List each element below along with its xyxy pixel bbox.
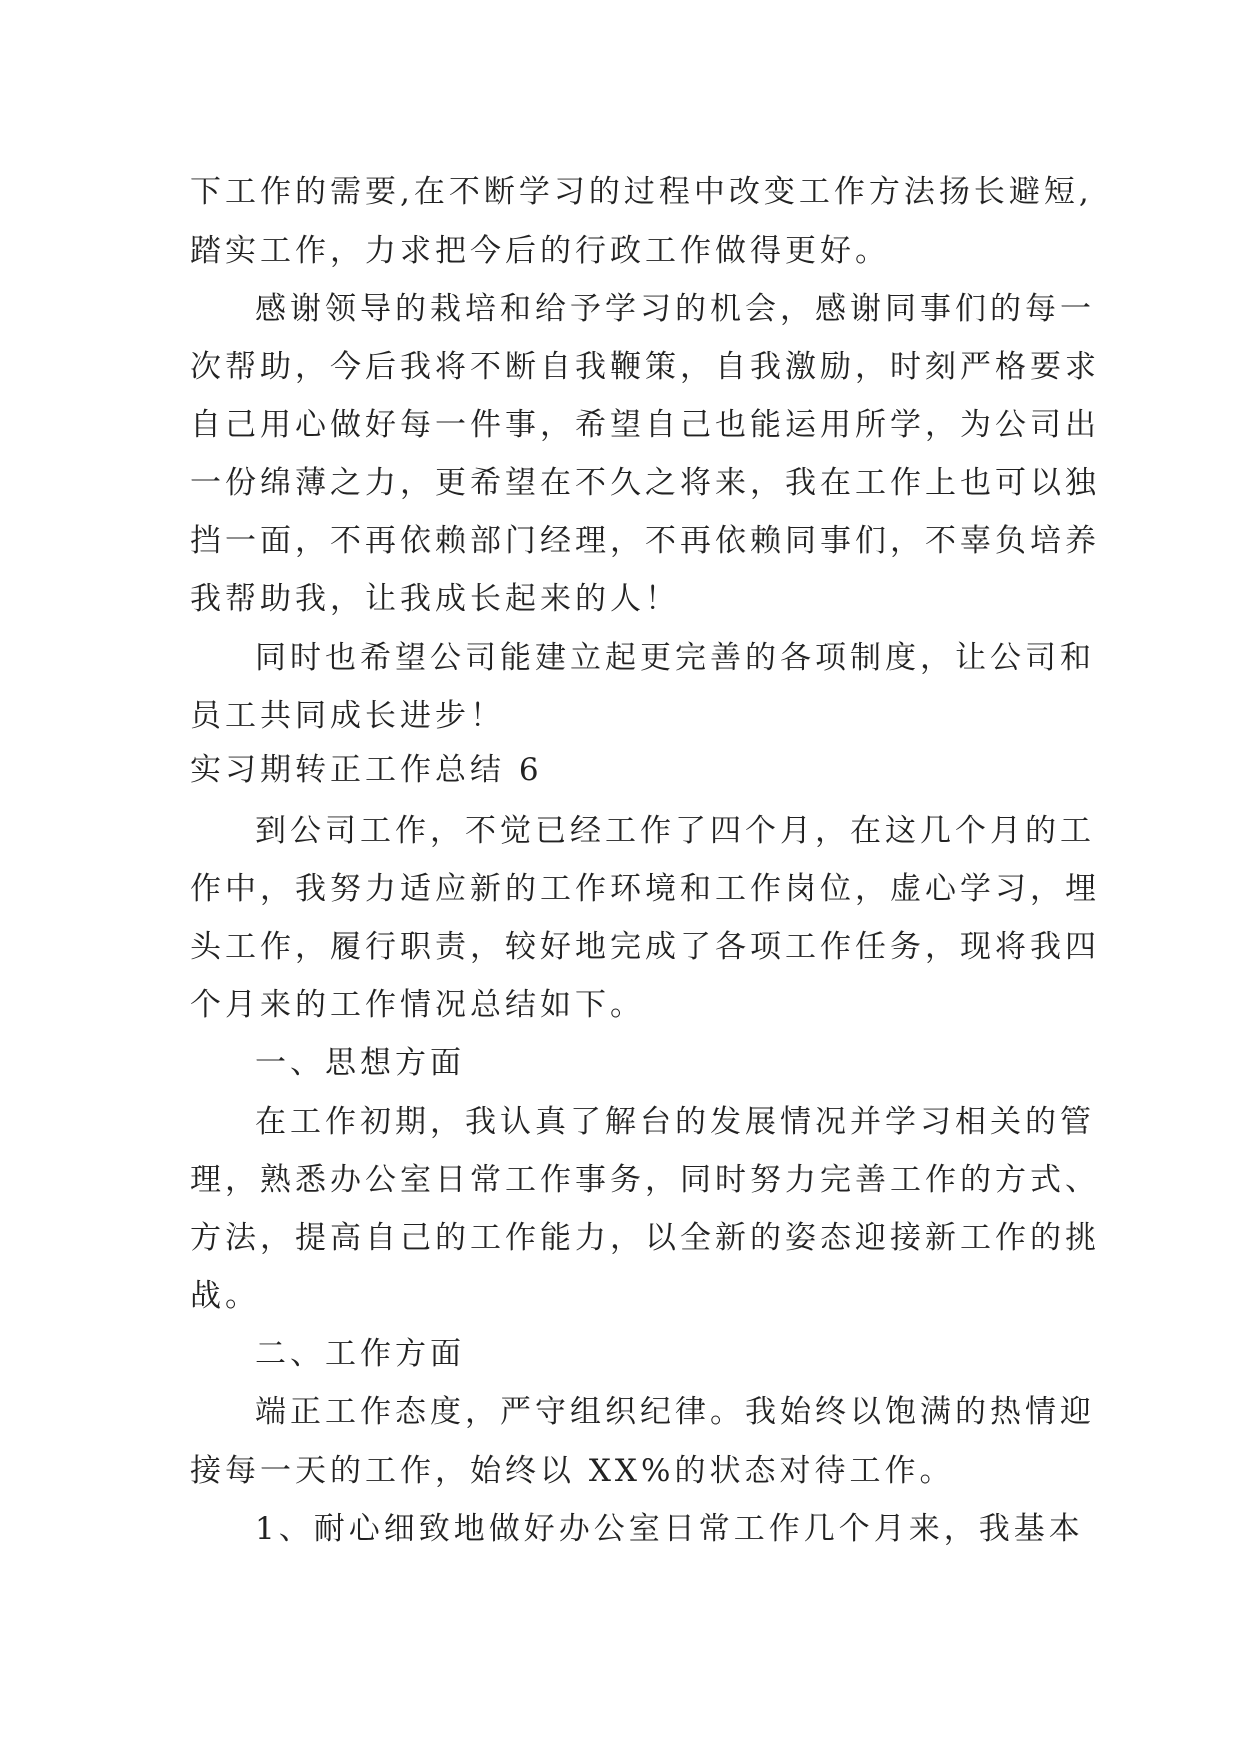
text-line: 接每一天的工作，始终以 XX%的状态对待工作。 <box>190 1453 955 1489</box>
text-line: 次帮助，今后我将不断自我鞭策，自我激励，时刻严格要求 <box>190 349 1100 385</box>
text-line: 感谢领导的栽培和给予学习的机会，感谢同事们的每一 <box>255 291 1095 327</box>
text-line: 方法，提高自己的工作能力，以全新的姿态迎接新工作的挑 <box>190 1220 1100 1256</box>
text-line: 在工作初期，我认真了解台的发展情况并学习相关的管 <box>255 1104 1095 1140</box>
text-line: 同时也希望公司能建立起更完善的各项制度，让公司和 <box>255 640 1095 676</box>
section-title: 实习期转正工作总结 6 <box>190 752 543 788</box>
subheading: 二、工作方面 <box>255 1336 465 1372</box>
text-line: 踏实工作，力求把今后的行政工作做得更好。 <box>190 233 890 269</box>
text-line: 作中，我努力适应新的工作环境和工作岗位，虚心学习，埋 <box>190 871 1100 907</box>
text-line: 到公司工作，不觉已经工作了四个月，在这几个月的工 <box>255 813 1095 849</box>
text-line: 头工作，履行职责，较好地完成了各项工作任务，现将我四 <box>190 929 1100 965</box>
text-line: 1、耐心细致地做好办公室日常工作几个月来，我基本 <box>255 1511 1084 1547</box>
text-line: 端正工作态度，严守组织纪律。我始终以饱满的热情迎 <box>255 1394 1095 1430</box>
text-line: 战。 <box>190 1278 260 1314</box>
text-line: 个月来的工作情况总结如下。 <box>190 987 645 1023</box>
text-line: 挡一面，不再依赖部门经理，不再依赖同事们，不辜负培养 <box>190 523 1100 559</box>
text-line: 理，熟悉办公室日常工作事务，同时努力完善工作的方式、 <box>190 1162 1100 1198</box>
text-line: 一份绵薄之力，更希望在不久之将来，我在工作上也可以独 <box>190 465 1100 501</box>
text-line: 下工作的需要,在不断学习的过程中改变工作方法扬长避短, <box>190 174 1093 210</box>
text-line: 我帮助我，让我成长起来的人！ <box>190 581 680 617</box>
text-line: 自己用心做好每一件事，希望自己也能运用所学，为公司出 <box>190 407 1100 443</box>
text-line: 员工共同成长进步！ <box>190 698 505 734</box>
subheading: 一、思想方面 <box>255 1045 465 1081</box>
